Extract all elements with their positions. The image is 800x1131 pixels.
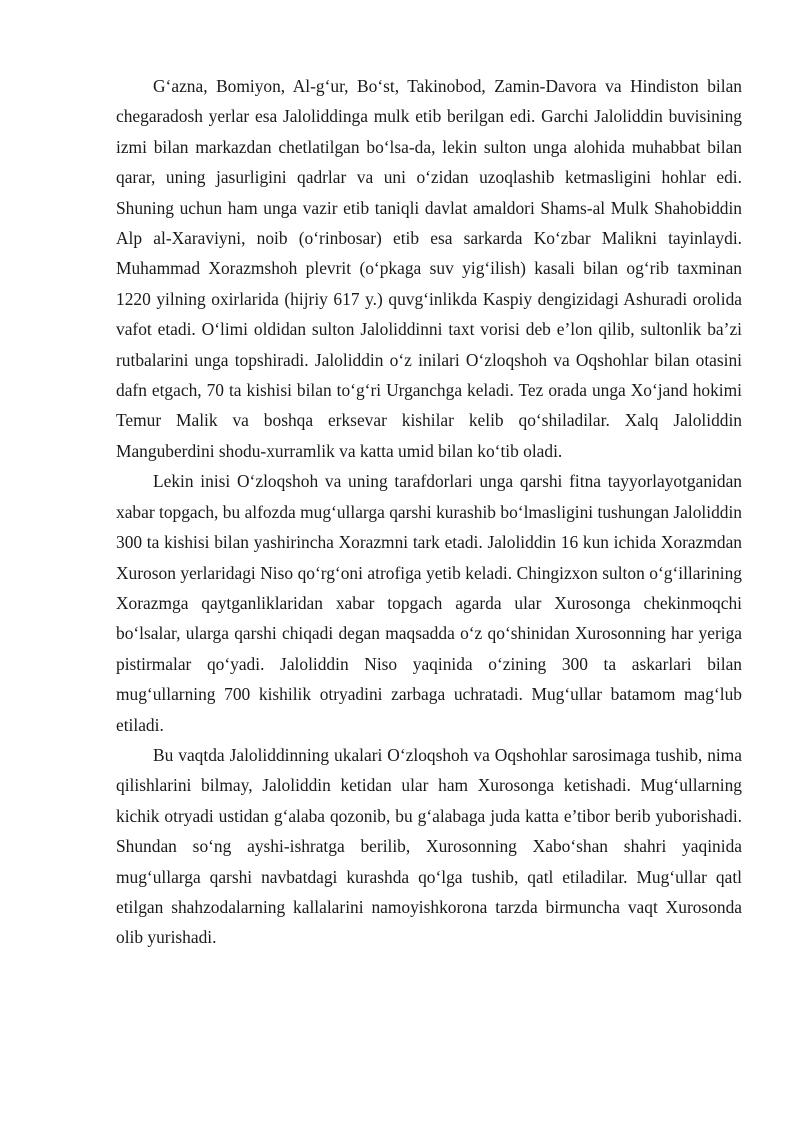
paragraph-3: Bu vaqtda Jaloliddinning ukalari O‘zloqshoh va Oqshohlar sarosimaga tushib, nima qilishlarini bilmay, Jaloliddin ketidan ular ham Xurosonga ketishadi. Mug‘ullarning kichik otryadi ustidan g‘alaba qozonib, bu g‘alabaga juda katta e’tibor berib yuborishadi. Shundan so‘ng ayshi-ishratga berilib, Xurosonning Xabo‘shan shahri yaqinida mug‘ullarga qarshi navbatdagi kurashda qo‘lga tushib, qatl etiladilar. Mug‘ullar qatl etilgan shahzodalarning kallalarini namoyishkorona tarzda birmuncha vaqt Xurosonda olib yurishadi. [116,744,742,948]
paragraph-2: Lekin inisi O‘zloqshoh va uning tarafdorlari unga qarshi fitna tayyorlayotganidan xabar topgach, bu alfozda mug‘ullarga qarshi kurashib bo‘lmasligini tushungan Jaloliddin 300 ta kishisi bilan yashirincha Xorazmni tark etadi. Jaloliddin 16 kun ichida Xorazmdan Xuroson yerlaridagi Niso qo‘rg‘oni atrofiga yetib keladi. Chingizxon sulton o‘g‘illarining Xorazmga qaytganliklaridan xabar topgach agarda ular Xurosonga chekinmoqchi bo‘lsalar, ularga qarshi chiqadi degan maqsadda o‘z qo‘shinidan Xurosonning har yeriga pistirmalar qo‘yadi. Jaloliddin Niso yaqinida o‘zining 300 ta askarlari bilan mug‘ullarning 700 kishilik otryadini zarbaga uchratadi. Mug‘ullar batamom mag‘lub etiladi. [116,471,742,735]
document-page [116,71,742,953]
paragraph-1: G‘azna, Bomiyon, Al-g‘ur, Bo‘st, Takinobod, Zamin-Davora va Hindiston bilan chegaradosh yerlar esa Jaloliddinga mulk etib berilgan edi. Garchi Jaloliddin buvisining izmi bilan markazdan chetlatilgan bo‘lsa-da, lekin sulton unga alohida muhabbat bilan qarar, uning jasurligini qadrlar va uni o‘zidan uzoqlashib ketmasligini hohlar edi. Shuning uchun ham unga vazir etib taniqli davlat amaldori Shams-al Mulk Shahobiddin Alp al-Xaraviyni, noib (o‘rinbosar) etib esa sarkarda Ko‘zbar Malikni tayinlaydi. Muhammad Xorazmshoh plevrit (o‘pkaga suv yig‘ilish) kasali bilan og‘rib taxminan 1220 yilning oxirlarida (hijriy 617 y.) quvg‘inlikda Kaspiy dengizidagi Ashuradi orolida vafot etadi. O‘limi oldidan sulton Jaloliddinni taxt vorisi deb e’lon qilib, sultonlik ba’zi rutbalarini unga topshiradi. Jaloliddin o‘z inilari O‘zloqshoh va Oqshohlar bilan otasini dafn etgach, 70 ta kishisi bilan to‘g‘ri Urganchga keladi. Tez orada unga Xo‘jand hokimi Temur Malik va boshqa erksevar kishilar kelib qo‘shiladilar. Xalq Jaloliddin Manguberdini shodu-xurramlik va katta umid bilan ko‘tib oladi. [116,76,742,461]
